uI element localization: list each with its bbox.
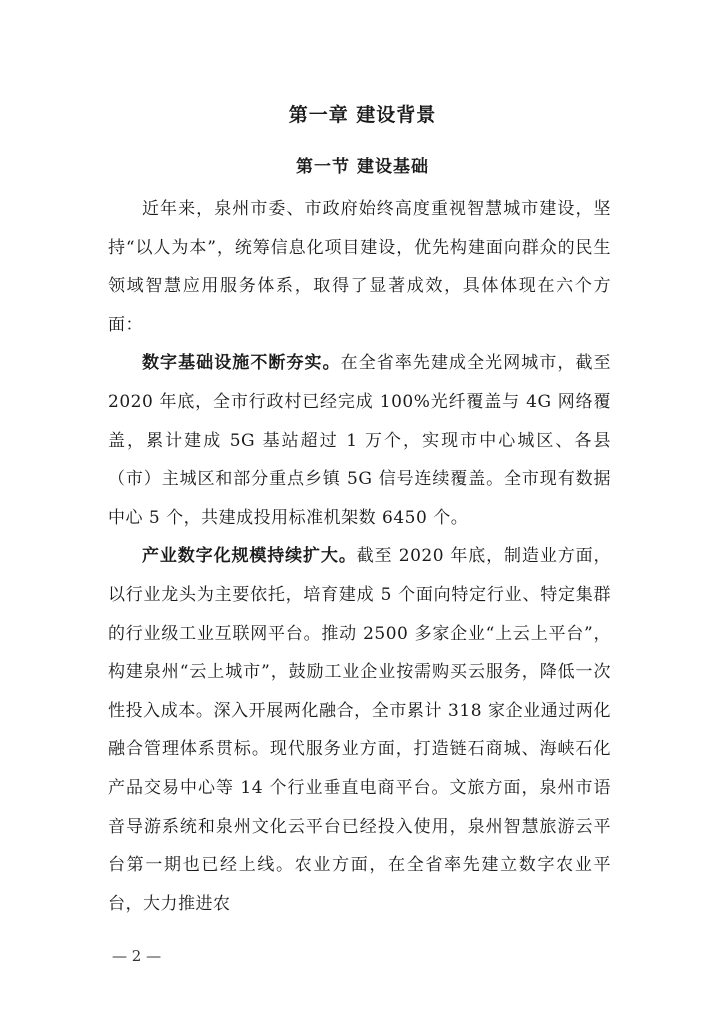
chapter-title: 第一章 建设背景 bbox=[288, 104, 437, 126]
paragraph-text: 近年来，泉州市委、市政府始终高度重视智慧城市建设，坚持“以人为本”，统筹信息化项目建设，优先构建面向群众的民生领域智慧应用服务体系，取得了显著成效，具体体现在六个方面： bbox=[108, 199, 611, 335]
paragraph-industry-digitalization bbox=[108, 537, 611, 923]
paragraph-lead: 产业数字化规模持续扩大。 bbox=[142, 546, 357, 567]
paragraph-lead: 数字基础设施不断夯实。 bbox=[142, 353, 341, 374]
paragraph-intro bbox=[108, 190, 611, 344]
body-text bbox=[108, 190, 611, 923]
paragraph-digital-infrastructure bbox=[108, 344, 611, 537]
paragraph-text: 在全省率先建成全光网城市，截至 2020 年底，全市行政村已经完成 100%光纤覆盖与 4G 网络覆盖，累计建成 5G 基站超过 1 万个，实现市中心城区、各县（市）主城区和部分重点乡镇 5G 信号连续覆盖。全市现有数据中心 5 个，共建成投用标准机架数 6450 个。 bbox=[108, 353, 612, 528]
page-number: — 2 — bbox=[112, 947, 162, 965]
paragraph-text: 截至 2020 年底，制造业方面，以行业龙头为主要依托，培育建成 5 个面向特定行业、特定集群的行业级工业互联网平台。推动 2500 多家企业“上云上平台”，构建泉州“云上城市”，鼓励工业企业按需购买云服务，降低一次性投入成本。深入开展两化融合，全市累计 318 家企业通过两化融合管理体系贯标。现代服务业方面，打造链石商城、海峡石化产品交易中心等 14 个行业垂直电商平台。文旅方面，泉州市语音导游系统和泉州文化云平台已经投入使用，泉州智慧旅游云平台第一期也已经上线。农业方面，在全省率先建立数字农业平台，大力推进农 bbox=[108, 546, 612, 914]
section-title: 第一节 建设基础 bbox=[296, 157, 429, 177]
